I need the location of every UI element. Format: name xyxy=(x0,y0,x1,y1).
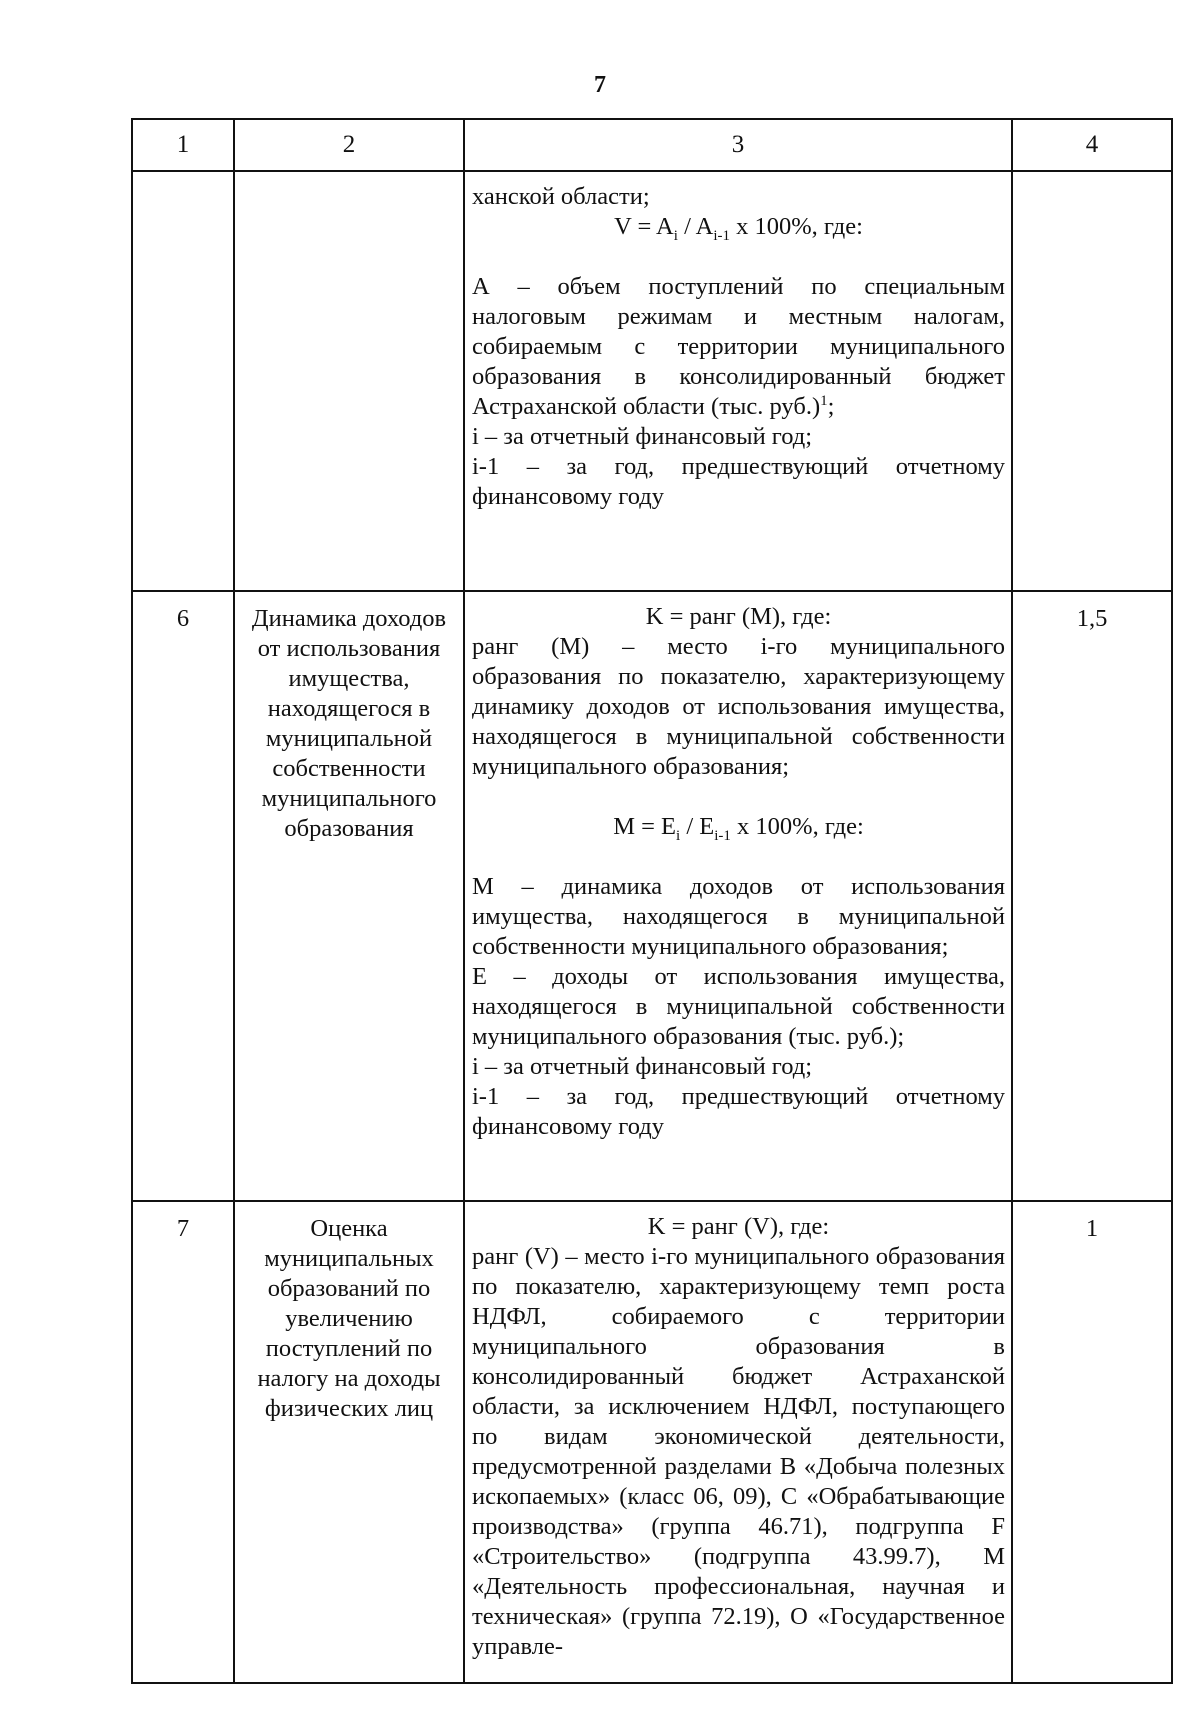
definition-i: i – за отчетный финансовый год; xyxy=(472,1053,813,1080)
rank-definition: ранг (М) – место i-го муниципального образования по показателю, характеризующему динамику доходов от использования имущества, находящегося в муниципальной собственности муниципального образования; xyxy=(472,633,1005,780)
cell-name: Оценка муниципальных образований по увеличению поступлений по налогу на доходы физических лиц xyxy=(234,1201,464,1683)
definition-i-1: i-1 – за год, предшествующий отчетному финансовому году xyxy=(472,1083,1005,1140)
definition-m: М – динамика доходов от использования имущества, находящегося в муниципальной собственности муниципального образования; xyxy=(472,873,1005,960)
formula-k: K = ранг (V), где: xyxy=(647,1213,830,1240)
header-col-3: 3 xyxy=(464,119,1012,171)
cell-weight: 1,5 xyxy=(1012,591,1172,1201)
table-row-6 xyxy=(132,591,1172,1201)
formula-subscript: i xyxy=(673,227,678,244)
formula-part: / E xyxy=(680,813,715,840)
cell-number: 6 xyxy=(132,591,234,1201)
formula-subscript: i-1 xyxy=(714,827,731,844)
rank-definition: ранг (V) – место i-го муниципального образования по показателю, характеризующему темп роста НДФЛ, собираемого с территории муниципального образования в консолидированный бюджет Астраханской области, за исключением НДФЛ, поступающего по видам экономической деятельности, предусмотренной разделами B «Добыча полезных ископаемых» (класс 06, 09), C «Обрабатывающие производства» (группа 46.71), подгруппа F «Строительство» (подгруппа 43.99.7), M «Деятельность профессиональная, научная и техническая» (группа 72.19), O «Государственное управле- xyxy=(472,1243,1005,1660)
definition-e: Е – доходы от использования имущества, находящегося в муниципальной собственности муниципального образования (тыс. руб.); xyxy=(472,963,1005,1050)
cell-name xyxy=(234,171,464,591)
header-col-4: 4 xyxy=(1012,119,1172,171)
table-header-row xyxy=(132,119,1172,171)
cell-method xyxy=(464,1201,1012,1683)
formula-part: / A xyxy=(677,213,714,240)
cell-method xyxy=(464,591,1012,1201)
formula-subscript: i-1 xyxy=(713,227,731,244)
formula-subscript: i xyxy=(676,827,681,844)
method-text: ханской области; xyxy=(472,183,650,210)
table-row-7 xyxy=(132,1201,1172,1683)
cell-number: 7 xyxy=(132,1201,234,1683)
cell-name: Динамика доходов от использования имущества, находящегося в муниципальной собственности муниципального образования xyxy=(234,591,464,1201)
footnote-mark: 1 xyxy=(820,392,828,409)
header-col-2: 2 xyxy=(234,119,464,171)
table-row-continued xyxy=(132,171,1172,591)
criteria-table xyxy=(131,118,1173,1684)
formula-part: M = E xyxy=(613,813,677,840)
formula-part: x 100%, где: xyxy=(730,213,863,240)
definition-i: i – за отчетный финансовый год; xyxy=(472,423,813,450)
cell-weight: 1 xyxy=(1012,1201,1172,1683)
formula-v xyxy=(472,212,1005,242)
formula-part: V = A xyxy=(614,213,674,240)
formula-k: K = ранг (М), где: xyxy=(645,603,832,630)
formula-m xyxy=(472,812,1005,842)
definition-a xyxy=(472,272,1005,422)
page-number: 7 xyxy=(594,72,606,98)
formula-part: x 100%, где: xyxy=(730,813,864,840)
definition-text: А – объем поступлений по специальным налоговым режимам и местным налогам, собираемым с территории муниципального образования в консолидированный бюджет Астраханской области (тыс. руб.) xyxy=(472,273,1005,420)
cell-method xyxy=(464,171,1012,591)
cell-number xyxy=(132,171,234,591)
definition-text: ; xyxy=(827,393,835,420)
definition-i-1: i-1 – за год, предшествующий отчетному финансовому году xyxy=(472,453,1005,510)
cell-weight xyxy=(1012,171,1172,591)
header-col-1: 1 xyxy=(132,119,234,171)
